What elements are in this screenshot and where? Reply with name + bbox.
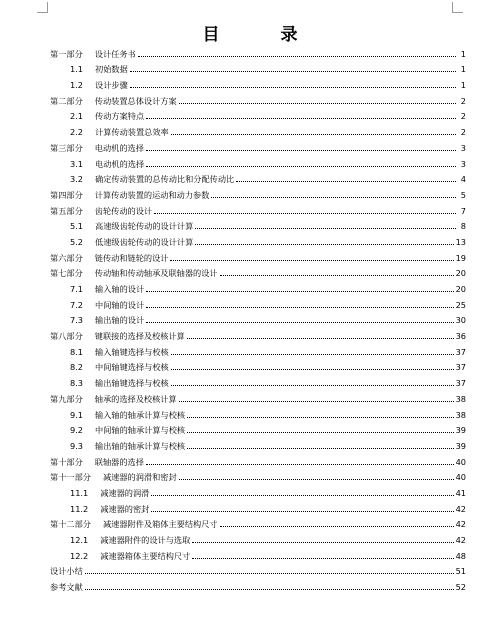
toc-entry-label <box>70 64 128 74</box>
dot-leader <box>179 479 454 480</box>
toc-entry-text: 减速器附件的设计与选取 <box>100 535 191 545</box>
toc-entry-text: 传动装置总体设计方案 <box>94 95 177 106</box>
toc-entry-text: 设计步骤 <box>95 80 128 91</box>
dot-leader <box>171 385 454 386</box>
dot-leader <box>187 432 453 433</box>
toc-entry[interactable] <box>50 137 466 153</box>
toc-entry-page-number: 20 <box>455 268 466 279</box>
dot-leader <box>187 338 454 339</box>
toc-entry-page-number: 39 <box>455 440 466 451</box>
toc-entry-number: 第八部分 <box>50 331 83 342</box>
toc-entry-page-number: 36 <box>455 331 466 342</box>
toc-entry[interactable] <box>50 388 466 404</box>
toc-entry[interactable] <box>50 59 466 75</box>
toc-entry-text: 计算传动装置总效率 <box>95 127 169 138</box>
toc-entry-number: 8.1 <box>70 346 84 357</box>
toc-entry-page-number: 38 <box>455 393 466 404</box>
toc-entry-number: 3.1 <box>70 158 84 169</box>
toc-entry[interactable] <box>50 341 466 357</box>
toc-entry[interactable] <box>50 106 466 122</box>
dot-leader <box>187 448 453 449</box>
toc-entry-text: 齿轮传动的设计 <box>94 205 153 216</box>
toc-entry[interactable] <box>50 294 466 310</box>
toc-entry-label <box>50 331 185 341</box>
toc-entry-number: 8.2 <box>70 362 84 373</box>
toc-entry-page-number: 1 <box>460 48 466 59</box>
dot-leader <box>151 495 453 496</box>
dot-leader <box>146 166 456 167</box>
toc-entry[interactable] <box>50 514 466 530</box>
dot-leader <box>130 87 456 88</box>
toc-entry-number: 9.2 <box>70 425 84 436</box>
toc-entry-text: 输入轴的轴承计算与校核 <box>95 409 186 420</box>
dot-leader <box>171 354 454 355</box>
toc-entry-number: 12.2 <box>70 550 89 561</box>
toc-entry[interactable] <box>50 90 466 106</box>
toc-entry-label <box>70 221 193 231</box>
toc-entry-page-number: 41 <box>455 487 466 498</box>
toc-entry-text: 输出轴的轴承计算与校核 <box>95 440 186 451</box>
toc-entry-page-number: 25 <box>455 299 466 310</box>
toc-entry-label <box>50 206 152 216</box>
toc-entry-text: 中间轴键选择与校核 <box>95 362 169 373</box>
toc-entry-label <box>70 237 193 247</box>
toc-entry-number: 第十二部分 <box>50 519 91 530</box>
toc-entry-number: 11.1 <box>70 487 89 498</box>
toc-entry[interactable] <box>50 498 466 514</box>
toc-entry-number: 2.1 <box>70 111 84 122</box>
toc-entry-label <box>50 96 177 106</box>
toc-entry-page-number: 20 <box>455 284 466 294</box>
toc-entry-label <box>70 441 185 451</box>
toc-entry-label <box>50 457 144 467</box>
toc-entry-text: 输入轴的设计 <box>95 284 145 294</box>
toc-entry-text: 减速器的润滑和密封 <box>102 472 177 483</box>
toc-entry-number: 7.2 <box>70 299 84 310</box>
toc-entry[interactable] <box>50 263 466 279</box>
toc-entry-page-number: 1 <box>460 80 466 91</box>
dot-leader <box>171 369 454 370</box>
toc-entry-text: 传动方案特点 <box>95 111 145 122</box>
toc-entry-number: 第十部分 <box>50 456 83 467</box>
toc-entry-text: 减速器的润滑 <box>100 487 150 498</box>
dot-leader <box>211 197 456 198</box>
dot-leader <box>170 260 453 261</box>
page-title: 目 录 <box>202 25 320 45</box>
toc-entry-number: 7.3 <box>70 315 84 326</box>
toc-entry-text: 设计任务书 <box>94 48 136 59</box>
toc-entry-label <box>50 566 83 576</box>
dot-leader <box>130 71 456 72</box>
toc-entry-text: 高速级齿轮传动的设计计算 <box>95 221 194 232</box>
toc-entry-label <box>70 362 169 372</box>
dot-leader <box>146 150 456 151</box>
toc-entry-number: 2.2 <box>70 127 84 138</box>
toc-entry-number: 第五部分 <box>50 205 83 216</box>
toc-entry[interactable] <box>50 216 466 232</box>
dot-leader <box>146 464 454 465</box>
toc-entry-page-number: 37 <box>455 362 466 373</box>
toc-entry-page-number: 51 <box>455 566 466 577</box>
toc-entry-number: 9.3 <box>70 440 84 451</box>
toc-entry-label <box>50 143 144 153</box>
toc-entry-label <box>50 268 218 278</box>
toc-entry-text: 中间轴的设计 <box>95 299 145 310</box>
toc-entry-label <box>70 378 169 388</box>
toc-entry-page-number: 39 <box>455 425 466 436</box>
table-of-contents <box>50 43 466 592</box>
toc-entry[interactable] <box>50 435 466 451</box>
toc-entry-page-number: 37 <box>455 346 466 357</box>
toc-entry-page-number: 5 <box>460 189 466 200</box>
dot-leader <box>138 56 456 57</box>
toc-entry[interactable] <box>50 184 466 200</box>
toc-entry[interactable] <box>50 325 466 341</box>
dot-leader <box>171 134 456 135</box>
toc-entry-label <box>70 284 144 294</box>
toc-entry-number: 11.2 <box>70 503 89 514</box>
dot-leader <box>220 526 454 527</box>
toc-entry-text: 轴承的选择及校核计算 <box>94 393 177 404</box>
toc-entry-label <box>70 425 185 435</box>
toc-entry-text: 减速器箱体主要结构尺寸 <box>100 550 191 561</box>
toc-entry-label <box>70 535 190 545</box>
toc-entry-number: 7.1 <box>70 284 84 294</box>
toc-entry-label <box>70 315 144 325</box>
toc-entry-number: 12.1 <box>70 535 89 545</box>
dot-leader <box>85 573 454 574</box>
toc-entry[interactable] <box>50 545 466 561</box>
toc-entry-label <box>50 253 168 263</box>
toc-entry-label <box>70 80 128 90</box>
margin-mark-top-right <box>452 2 463 13</box>
toc-entry-number: 第四部分 <box>50 189 83 200</box>
toc-entry[interactable] <box>50 467 466 483</box>
dot-leader <box>85 589 454 590</box>
toc-entry-label <box>70 488 149 498</box>
toc-entry-number: 5.2 <box>70 236 84 247</box>
dot-leader <box>146 118 456 119</box>
toc-entry[interactable] <box>50 74 466 90</box>
toc-entry-page-number: 13 <box>455 236 466 247</box>
toc-entry-number: 8.3 <box>70 378 84 389</box>
toc-entry-page-number: 8 <box>460 221 466 232</box>
toc-entry-text: 低速级齿轮传动的设计计算 <box>95 236 194 247</box>
toc-entry[interactable] <box>50 121 466 137</box>
toc-entry-page-number: 38 <box>455 409 466 420</box>
toc-entry-page-number: 2 <box>460 127 466 138</box>
toc-entry-number: 1.2 <box>70 80 84 91</box>
dot-leader <box>220 275 454 276</box>
toc-entry-page-number: 42 <box>455 535 466 545</box>
dot-leader <box>146 291 453 292</box>
toc-entry-page-number: 2 <box>460 95 466 106</box>
toc-entry[interactable] <box>50 231 466 247</box>
toc-entry-label <box>50 49 136 59</box>
toc-entry-text: 减速器附件及箱体主要结构尺寸 <box>102 519 218 530</box>
toc-entry-text: 联轴器的选择 <box>94 456 144 467</box>
toc-entry-number: 1.1 <box>70 64 84 75</box>
toc-entry-text: 确定传动装置的总传动比和分配传动比 <box>95 174 235 185</box>
toc-entry-page-number: 40 <box>455 456 466 467</box>
toc-entry-label <box>70 410 185 420</box>
toc-entry-page-number: 42 <box>455 519 466 530</box>
toc-entry[interactable] <box>50 529 466 545</box>
toc-entry-text: 电动机的选择 <box>94 142 144 153</box>
toc-entry-label <box>70 504 149 514</box>
toc-entry-number: 第七部分 <box>50 268 83 279</box>
toc-entry-number: 第十一部分 <box>50 472 91 483</box>
toc-entry-label <box>70 127 169 137</box>
toc-entry-label <box>50 394 177 404</box>
toc-entry-label <box>50 519 218 529</box>
toc-entry-page-number: 40 <box>455 472 466 483</box>
toc-entry-page-number: 19 <box>455 252 466 263</box>
margin-mark-top-left <box>37 2 48 13</box>
toc-entry-number: 第二部分 <box>50 95 83 106</box>
dot-leader <box>146 322 453 323</box>
toc-entry[interactable] <box>50 561 466 577</box>
toc-entry-page-number: 2 <box>460 111 466 122</box>
toc-entry[interactable] <box>50 278 466 294</box>
toc-entry-page-number: 3 <box>460 158 466 169</box>
dot-leader <box>151 511 453 512</box>
dot-leader <box>192 542 453 543</box>
toc-entry[interactable] <box>50 451 466 467</box>
toc-entry[interactable] <box>50 482 466 498</box>
toc-entry-label <box>70 300 144 310</box>
toc-entry-label <box>50 190 209 200</box>
toc-entry[interactable] <box>50 169 466 185</box>
dot-leader <box>187 417 453 418</box>
toc-entry-text: 输入轴键选择与校核 <box>95 346 169 357</box>
toc-entry-number: 第六部分 <box>50 252 83 263</box>
toc-entry-label <box>70 159 144 169</box>
toc-entry-page-number: 42 <box>455 503 466 514</box>
toc-entry-text: 计算传动装置的运动和动力参数 <box>94 189 210 200</box>
toc-entry-number: 5.1 <box>70 221 84 232</box>
toc-entry-label <box>50 472 177 482</box>
dot-leader <box>154 213 456 214</box>
toc-entry-text: 传动轴和传动轴承及联轴器的设计 <box>94 268 218 279</box>
toc-entry-text: 初始数据 <box>95 64 128 75</box>
toc-entry-text: 参考文献 <box>50 582 83 593</box>
toc-entry-number: 第九部分 <box>50 393 83 404</box>
toc-entry[interactable] <box>50 372 466 388</box>
dot-leader <box>195 228 456 229</box>
toc-entry[interactable] <box>50 43 466 59</box>
toc-entry-text: 设计小结 <box>50 566 83 577</box>
toc-entry-text: 电动机的选择 <box>95 158 145 169</box>
dot-leader <box>179 401 454 402</box>
toc-entry-page-number: 4 <box>460 174 466 185</box>
toc-entry-page-number: 30 <box>455 315 466 326</box>
toc-entry-page-number: 37 <box>455 378 466 389</box>
toc-entry-page-number: 1 <box>460 64 466 75</box>
toc-entry-number: 第三部分 <box>50 142 83 153</box>
toc-entry-page-number: 7 <box>460 205 466 216</box>
toc-entry-text: 输出轴的设计 <box>95 315 145 326</box>
toc-entry-text: 链传动和链轮的设计 <box>94 252 169 263</box>
toc-entry-page-number: 48 <box>455 550 466 561</box>
toc-entry-text: 输出轴键选择与校核 <box>95 378 169 389</box>
dot-leader <box>146 307 453 308</box>
toc-entry[interactable] <box>50 576 466 592</box>
toc-entry[interactable] <box>50 420 466 436</box>
toc-entry[interactable] <box>50 247 466 263</box>
toc-entry-text: 中间轴的轴承计算与校核 <box>95 425 186 436</box>
toc-entry-text: 键联接的选择及校核计算 <box>94 331 185 342</box>
toc-entry[interactable] <box>50 404 466 420</box>
toc-entry-label <box>70 174 234 184</box>
toc-entry[interactable] <box>50 310 466 326</box>
toc-entry-page-number: 52 <box>455 582 466 593</box>
dot-leader <box>195 244 453 245</box>
dot-leader <box>192 558 453 559</box>
toc-entry[interactable] <box>50 200 466 216</box>
toc-entry-label <box>70 347 169 357</box>
toc-entry-label <box>70 551 190 561</box>
toc-entry-text: 减速器的密封 <box>100 503 150 514</box>
toc-entry-number: 9.1 <box>70 409 84 420</box>
toc-entry-label <box>70 111 144 121</box>
toc-entry[interactable] <box>50 357 466 373</box>
toc-entry-page-number: 3 <box>460 142 466 153</box>
toc-entry-number: 第一部分 <box>50 48 83 59</box>
dot-leader <box>179 103 456 104</box>
toc-entry-number: 3.2 <box>70 174 84 185</box>
toc-entry[interactable] <box>50 153 466 169</box>
toc-entry-label <box>50 582 83 592</box>
dot-leader <box>236 181 456 182</box>
